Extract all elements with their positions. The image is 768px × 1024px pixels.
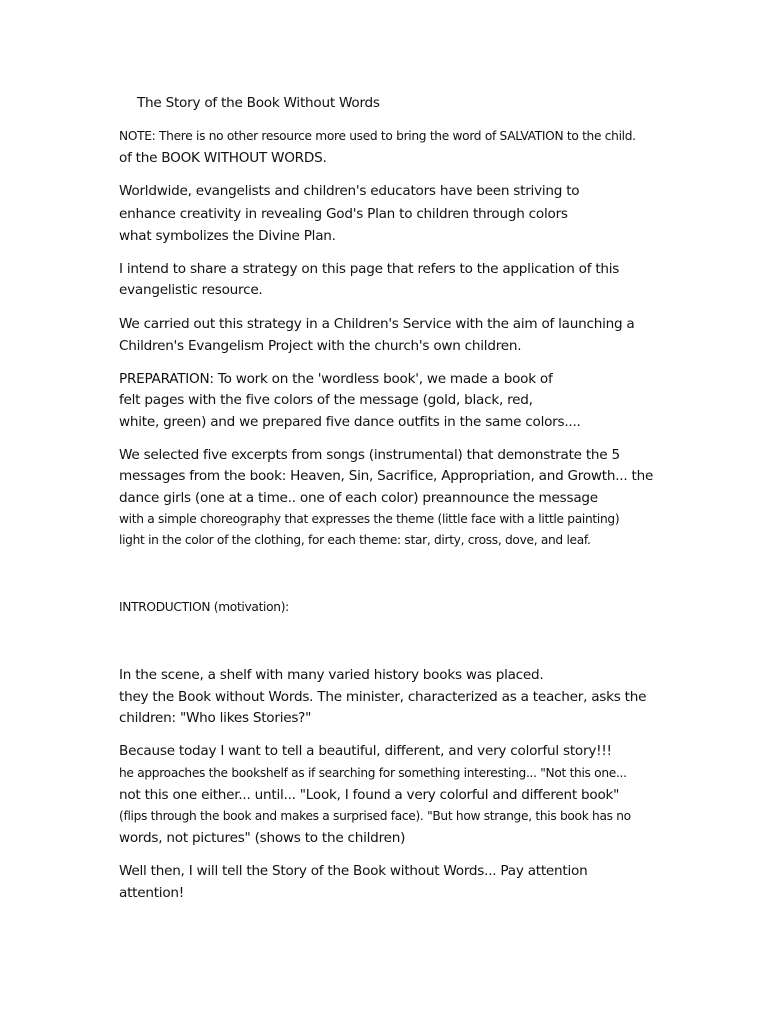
paragraph-scene-line-1: In the scene, a shelf with many varied history books was placed.	[119, 667, 544, 683]
paragraph-songs-line-1: We selected five excerpts from songs (instrumental) that demonstrate the 5	[119, 447, 620, 463]
note-line-1: NOTE: There is no other resource more used to bring the word of SALVATION to the child.	[119, 129, 636, 143]
paragraph-today-line-1: Because today I want to tell a beautiful, different, and very colorful story!!!	[119, 743, 612, 759]
paragraph-intend-line-1: I intend to share a strategy on this page that refers to the application of this	[119, 261, 620, 277]
paragraph-preparation-line-2: felt pages with the five colors of the message (gold, black, red,	[119, 392, 533, 408]
paragraph-worldwide-line-3: what symbolizes the Divine Plan.	[119, 228, 336, 244]
paragraph-strategy-line-2: Children's Evangelism Project with the church's own children.	[119, 338, 522, 354]
paragraph-scene-line-3: children: "Who likes Stories?"	[119, 710, 312, 726]
paragraph-today-line-5: words, not pictures" (shows to the children)	[119, 830, 406, 846]
document-title: The Story of the Book Without Words	[137, 95, 380, 111]
paragraph-today-line-3: not this one either... until... "Look, I found a very colorful and different book"	[119, 787, 620, 803]
paragraph-intend-line-2: evangelistic resource.	[119, 282, 263, 298]
introduction-heading: INTRODUCTION (motivation):	[119, 600, 289, 614]
note-line-2: of the BOOK WITHOUT WORDS.	[119, 150, 327, 166]
paragraph-worldwide-line-1: Worldwide, evangelists and children's educators have been striving to	[119, 183, 580, 199]
paragraph-worldwide-line-2: enhance creativity in revealing God's Plan to children through colors	[119, 206, 568, 222]
paragraph-today-line-2: he approaches the bookshelf as if searching for something interesting... "Not this one...	[119, 766, 627, 780]
paragraph-songs-line-2: messages from the book: Heaven, Sin, Sacrifice, Appropriation, and Growth... the	[119, 468, 654, 484]
paragraph-preparation-line-3: white, green) and we prepared five dance outfits in the same colors....	[119, 414, 581, 430]
paragraph-preparation-line-1: PREPARATION: To work on the 'wordless book', we made a book of	[119, 371, 553, 387]
paragraph-wellthen-line-1: Well then, I will tell the Story of the Book without Words... Pay attention	[119, 863, 588, 879]
paragraph-scene-line-2: they the Book without Words. The minister, characterized as a teacher, asks the	[119, 689, 647, 705]
paragraph-strategy-line-1: We carried out this strategy in a Children's Service with the aim of launching a	[119, 316, 635, 332]
paragraph-songs-line-5: light in the color of the clothing, for each theme: star, dirty, cross, dove, and leaf.	[119, 533, 591, 547]
paragraph-songs-line-4: with a simple choreography that expresses the theme (little face with a little painting)	[119, 512, 620, 526]
paragraph-wellthen-line-2: attention!	[119, 885, 184, 901]
paragraph-songs-line-3: dance girls (one at a time.. one of each color) preannounce the message	[119, 490, 598, 506]
paragraph-today-line-4: (flips through the book and makes a surprised face). "But how strange, this book has no	[119, 809, 631, 823]
